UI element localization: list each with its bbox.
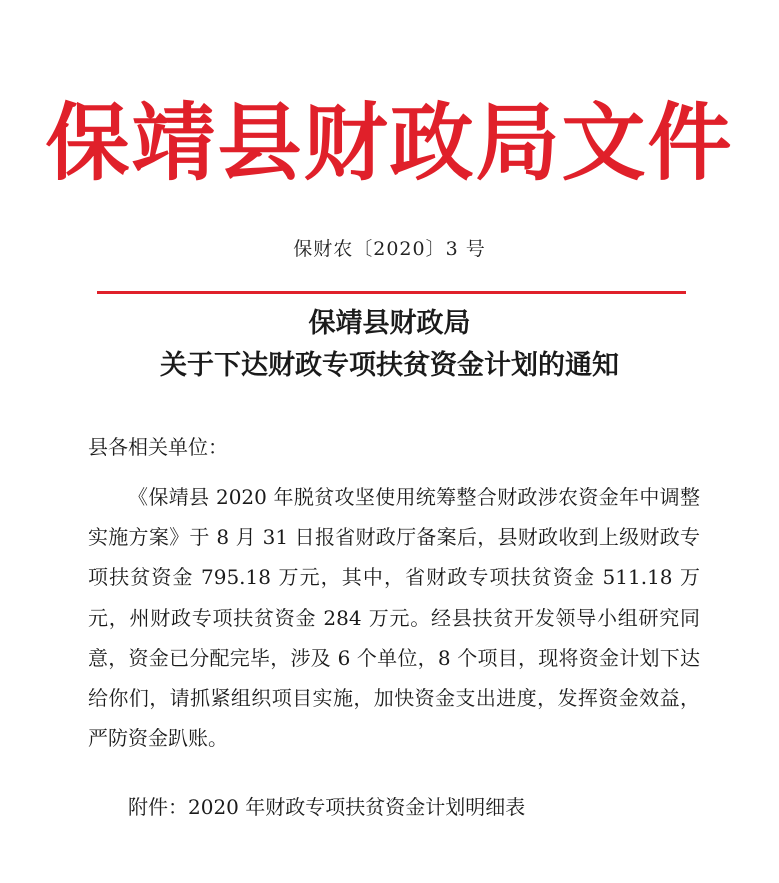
document-title-issuer: 保靖县财政局 bbox=[308, 308, 471, 339]
red-divider-line bbox=[97, 291, 686, 294]
salutation: 县各相关单位： bbox=[88, 435, 228, 459]
document-masthead: 保靖县财政局文件 bbox=[45, 93, 734, 192]
document-number: 保财农〔2020〕3 号 bbox=[293, 238, 486, 260]
attachment-note: 附件：2020 年财政专项扶贫资金计划明细表 bbox=[128, 795, 526, 819]
body-paragraph: 《保靖县 2020 年脱贫攻坚使用统筹整合财政涉农资金年中调整实施方案》于 8 月 31 日报省财政厅备案后，县财政收到上级财政专项扶贫资金 795.18 万元，其中，省财政专项扶贫资金 511.18 万元，州财政专项扶贫资金 284 万元。经县扶贫开发领导小组研究同意，资金已分配完毕，涉及 6 个单位，8 个项目，现将资金计划下达给你们，请抓紧组织项目实施，加快资金支出进度，发挥资金效益，严防资金趴账。 bbox=[88, 485, 700, 751]
document-title-subject: 关于下达财政专项扶贫资金计划的通知 bbox=[160, 350, 619, 381]
